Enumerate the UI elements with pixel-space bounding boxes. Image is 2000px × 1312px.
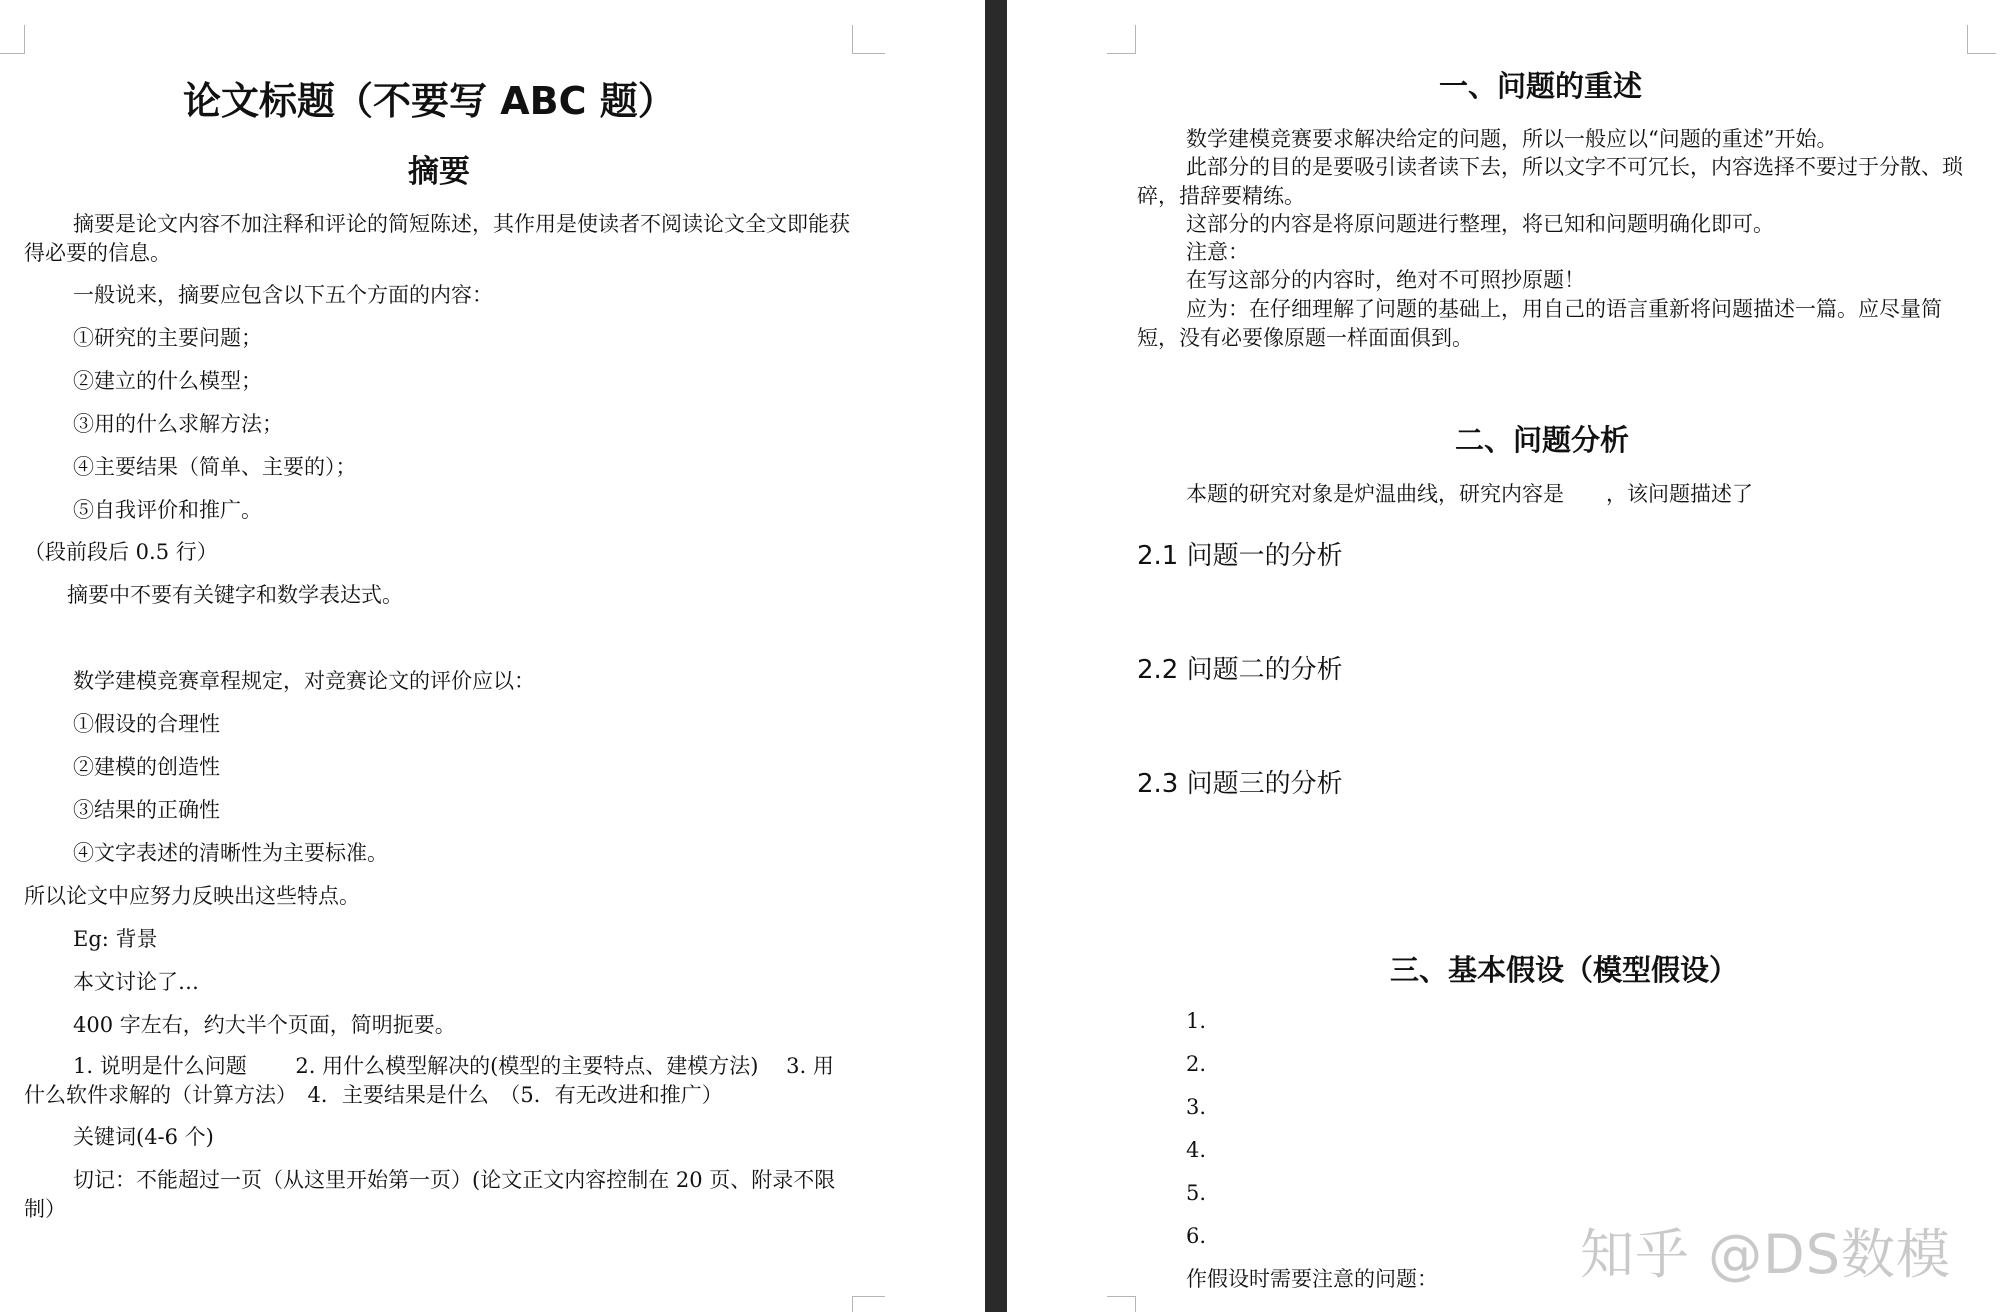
crop-mark bbox=[1107, 25, 1136, 54]
abstract-paragraph: 摘要是论文内容不加注释和评论的简短陈述，其作用是使读者不阅读论文全文即能获得必要的信息。 bbox=[24, 212, 850, 265]
body-paragraph: 本题的研究对象是炉温曲线，研究内容是 ，该问题描述了 bbox=[1186, 482, 1753, 506]
list-item: ②建立的什么模型； bbox=[73, 369, 262, 393]
subsection-heading: 2.1 问题一的分析 bbox=[1137, 541, 1343, 571]
abstract-paragraph: 所以论文中应努力反映出这些特点。 bbox=[24, 884, 360, 908]
body-paragraph: 注意： bbox=[1186, 240, 1249, 264]
abstract-heading: 摘要 bbox=[408, 154, 470, 190]
left-page bbox=[0, 0, 985, 1312]
crop-mark bbox=[1967, 25, 1996, 54]
list-item: ②建模的创造性 bbox=[73, 755, 220, 779]
section-heading: 三、基本假设（模型假设） bbox=[1390, 953, 1739, 987]
right-page bbox=[1007, 0, 2000, 1312]
crop-mark bbox=[852, 1296, 885, 1312]
list-item: ③结果的正确性 bbox=[73, 798, 220, 822]
note: 摘要中不要有关键字和数学表达式。 bbox=[67, 583, 403, 607]
keywords-line: 关键词(4-6 个) bbox=[73, 1125, 214, 1149]
list-item: ③用的什么求解方法； bbox=[73, 412, 283, 436]
section-heading: 二、问题分析 bbox=[1455, 423, 1630, 457]
note: （段前段后 0.5 行） bbox=[24, 540, 218, 564]
page-divider bbox=[985, 0, 1007, 1312]
abstract-paragraph: 数学建模竞赛章程规定，对竞赛论文的评价应以： bbox=[73, 669, 535, 693]
list-item: ④文字表述的清晰性为主要标准。 bbox=[73, 841, 388, 865]
length-note: 400 字左右，约大半个页面，简明扼要。 bbox=[73, 1013, 456, 1037]
crop-mark bbox=[1107, 1296, 1136, 1312]
list-item: ①假设的合理性 bbox=[73, 712, 220, 736]
list-item: ⑤自我评价和推广。 bbox=[73, 498, 262, 522]
example-line: 本文讨论了… bbox=[73, 970, 199, 994]
example-line: Eg: 背景 bbox=[73, 927, 158, 951]
points-paragraph: 1. 说明是什么问题 2. 用什么模型解决的(模型的主要特点、建模方法) 3. 用什么软件求解的（计算方法） 4．主要结果是什么 （5．有无改进和推广） bbox=[24, 1054, 834, 1107]
assumption-item: 4. bbox=[1186, 1138, 1207, 1162]
crop-mark bbox=[0, 25, 25, 54]
body-paragraph: 此部分的目的是要吸引读者读下去，所以文字不可冗长，内容选择不要过于分散、琐碎，措辞要精练。 bbox=[1137, 155, 1963, 208]
assumption-item: 6. bbox=[1186, 1224, 1207, 1248]
assumption-item: 3. bbox=[1186, 1095, 1207, 1119]
subsection-heading: 2.3 问题三的分析 bbox=[1137, 769, 1343, 799]
body-paragraph: 在写这部分的内容时，绝对不可照抄原题！ bbox=[1186, 268, 1585, 292]
watermark: 知乎 @DS数模 bbox=[1580, 1223, 1952, 1286]
assumption-item: 1. bbox=[1186, 1009, 1207, 1033]
body-paragraph: 作假设时需要注意的问题： bbox=[1186, 1267, 1438, 1291]
crop-mark bbox=[852, 25, 885, 54]
list-item: ④主要结果（简单、主要的）； bbox=[73, 455, 357, 479]
body-paragraph: 应为：在仔细理解了问题的基础上，用自己的语言重新将问题描述一篇。应尽量简短，没有必要像原题一样面面俱到。 bbox=[1137, 297, 1942, 350]
paper-title: 论文标题（不要写 ABC 题） bbox=[183, 79, 676, 123]
subsection-heading: 2.2 问题二的分析 bbox=[1137, 655, 1343, 685]
abstract-paragraph: 一般说来，摘要应包含以下五个方面的内容： bbox=[73, 283, 493, 307]
assumption-item: 2. bbox=[1186, 1052, 1207, 1076]
reminder-paragraph: 切记：不能超过一页（从这里开始第一页）(论文正文内容控制在 20 页、附录不限制） bbox=[24, 1168, 836, 1221]
assumption-item: 5. bbox=[1186, 1181, 1207, 1205]
section-heading: 一、问题的重述 bbox=[1439, 69, 1643, 103]
body-paragraph: 这部分的内容是将原问题进行整理，将已知和问题明确化即可。 bbox=[1186, 212, 1774, 236]
body-paragraph: 数学建模竞赛要求解决给定的问题，所以一般应以“问题的重述”开始。 bbox=[1186, 127, 1838, 151]
list-item: ①研究的主要问题； bbox=[73, 326, 262, 350]
